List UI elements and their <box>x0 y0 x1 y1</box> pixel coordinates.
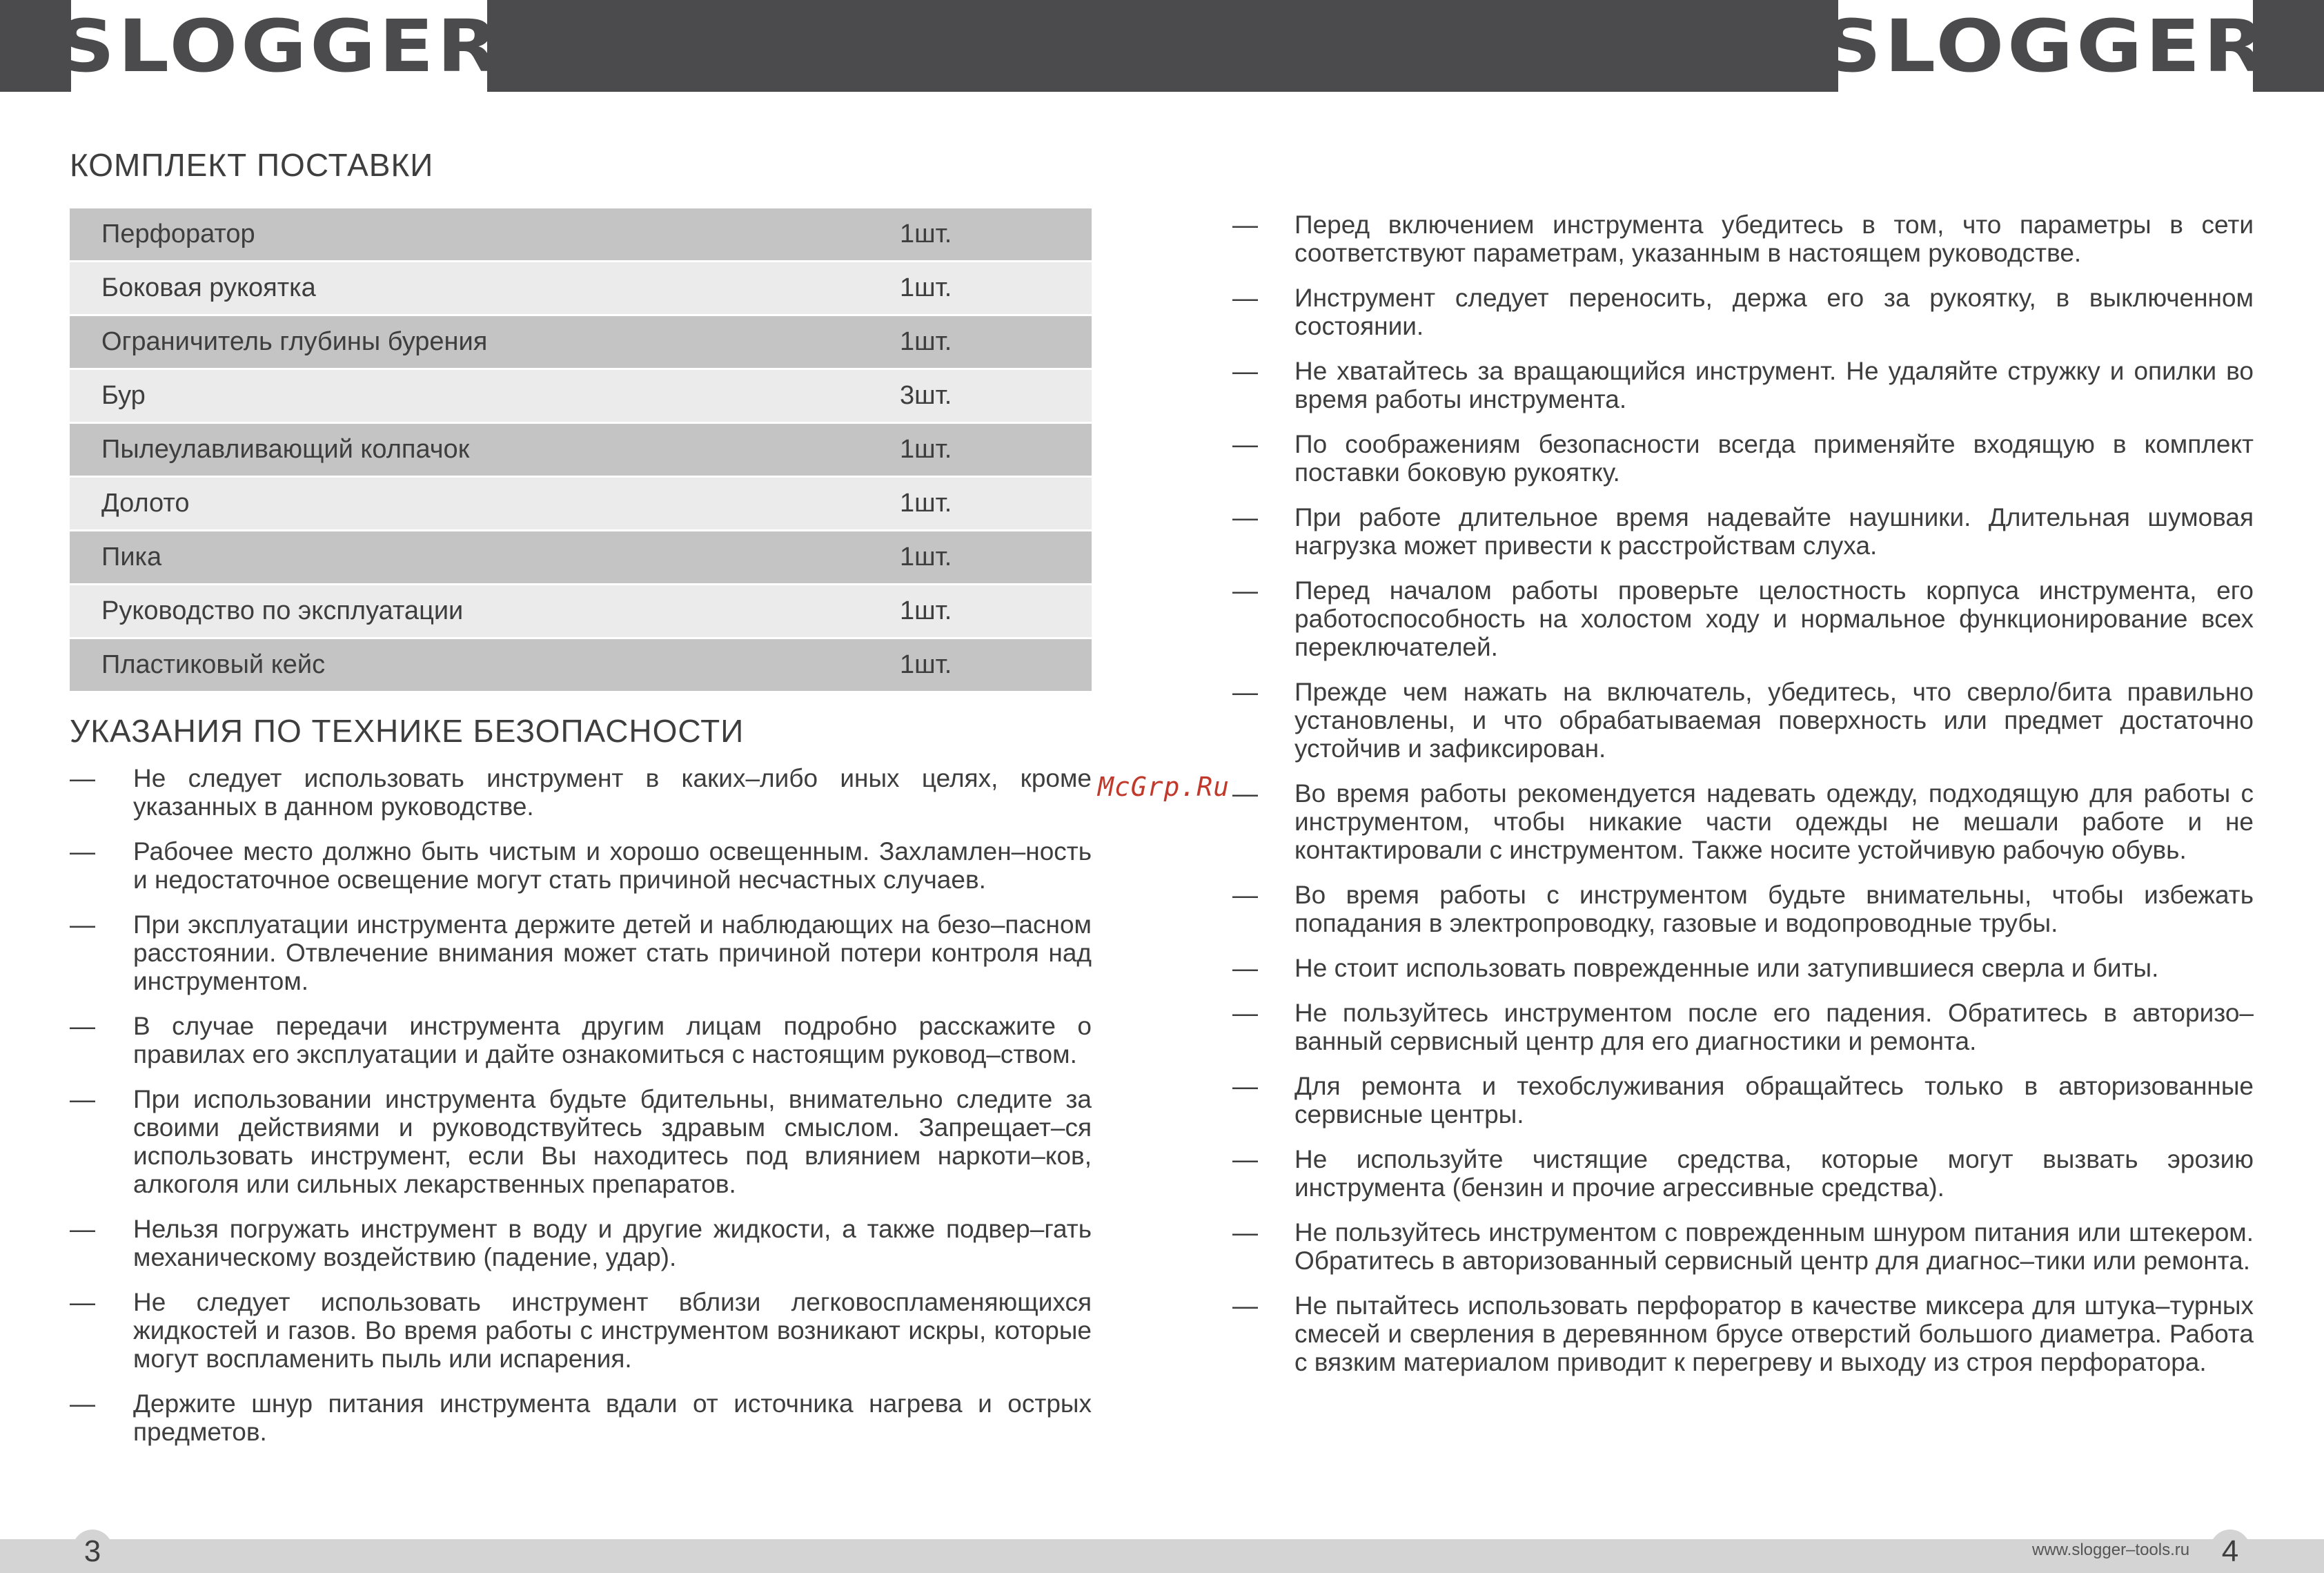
dash-bullet: — <box>1232 954 1258 982</box>
safety-item-text: Держите шнур питания инструмента вдали от источника нагрева и острых предметов. <box>133 1389 1092 1446</box>
safety-item-text: Не пользуйтесь инструментом после его падения. Обратитесь в авторизо–ванный сервисный центр для его диагностики и ремонта. <box>1294 999 2254 1055</box>
safety-item <box>70 1215 1092 1271</box>
safety-item-text: При использовании инструмента будьте бдительны, внимательно следите за своими действиями и руководствуйтесь здравым смыслом. Запрещает–ся использовать инструмент, если Вы находитесь под влиянием наркоти–ков, алкоголя или сильных лекарственных препаратов. <box>133 1085 1092 1198</box>
dash-bullet: — <box>70 1085 95 1113</box>
kit-item-name: Пика <box>101 543 162 571</box>
logo-text-left: SLOGGER <box>57 3 502 88</box>
safety-item <box>1232 1072 2254 1129</box>
kit-item-qty: 1шт. <box>900 327 952 356</box>
safety-item-text: В случае передачи инструмента другим лицам подробно расскажите о правилах его эксплуатации и дайте ознакомиться с настоящим руковод–ством. <box>133 1012 1092 1068</box>
safety-item-text: Инструмент следует переносить, держа его за рукоятку, в выключенном состоянии. <box>1294 284 2254 340</box>
safety-item-text: Не следует использовать инструмент в каких–либо иных целях, кроме указанных в данном руководстве. <box>133 764 1092 821</box>
safety-item-text: Нельзя погружать инструмент в воду и другие жидкости, а также подвер–гать механическому воздействию (падение, удар). <box>133 1215 1092 1271</box>
kit-item-name: Бур <box>101 381 146 410</box>
dash-bullet: — <box>1232 503 1258 531</box>
kit-row <box>70 208 1092 260</box>
safety-item-text: Не используйте чистящие средства, которые могут вызвать эрозию инструмента (бензин и прочие агрессивные средства). <box>1294 1145 2254 1202</box>
kit-item-name: Пластиковый кейс <box>101 650 326 679</box>
dash-bullet: — <box>1232 779 1258 808</box>
safety-item-text: Не стоит использовать поврежденные или затупившиеся сверла и биты. <box>1294 954 2159 982</box>
dash-bullet: — <box>1232 999 1258 1027</box>
kit-row <box>70 316 1092 368</box>
safety-item-text: Не пользуйтесь инструментом с поврежденным шнуром питания или штекером. Обратитесь в авторизованный сервисный центр для диагнос–тики или ремонта. <box>1294 1218 2254 1275</box>
kit-item-name: Ограничитель глубины бурения <box>101 327 488 356</box>
safety-item <box>1232 999 2254 1055</box>
safety-item <box>1232 954 2254 982</box>
watermark: McGrp.Ru <box>1098 772 1230 802</box>
safety-item-text: При работе длительное время надевайте наушники. Длительная шумовая нагрузка может привести к расстройствам слуха. <box>1294 503 2254 560</box>
dash-bullet: — <box>1232 430 1258 458</box>
dash-bullet: — <box>70 1389 95 1418</box>
dash-bullet: — <box>70 764 95 792</box>
safety-item-text: По соображениям безопасности всегда применяйте входящую в комплект поставки боковую рукоятку. <box>1294 430 2254 487</box>
dash-bullet: — <box>70 1012 95 1040</box>
safety-item <box>1232 576 2254 661</box>
dash-bullet: — <box>1232 881 1258 909</box>
footer-url: www.slogger–tools.ru <box>2032 1541 2190 1559</box>
dash-bullet: — <box>70 1215 95 1243</box>
kit-item-qty: 1шт. <box>900 650 952 679</box>
dash-bullet: — <box>70 910 95 939</box>
kit-row <box>70 370 1092 422</box>
kit-row <box>70 585 1092 637</box>
safety-item <box>1232 881 2254 937</box>
safety-item-text: Для ремонта и техобслуживания обращайтесь только в авторизованные сервисные центры. <box>1294 1072 2254 1129</box>
safety-item <box>1232 1291 2254 1376</box>
kit-row <box>70 478 1092 529</box>
kit-item-qty: 3шт. <box>900 381 952 410</box>
logo-left <box>57 0 502 92</box>
kit-item-name: Боковая рукоятка <box>101 273 316 302</box>
safety-item <box>70 1012 1092 1068</box>
dash-bullet: — <box>1232 357 1258 385</box>
footer-bar <box>0 1539 2324 1573</box>
kit-item-name: Руководство по эксплуатации <box>101 596 464 625</box>
safety-item-text: Перед началом работы проверьте целостность корпуса инструмента, его работоспособность на холостом ходу и нормальное функционирование всех переключателей. <box>1294 576 2254 661</box>
kit-row <box>70 262 1092 314</box>
safety-item-text: Во время работы рекомендуется надевать одежду, подходящую для работы с инструментом, чтобы никакие части одежды не мешали работе и не контактировали с инструментом. Также носите устойчивую рабочую обувь. <box>1294 779 2254 864</box>
kit-item-qty: 1шт. <box>900 435 952 464</box>
dash-bullet: — <box>1232 211 1258 239</box>
dash-bullet: — <box>1232 1145 1258 1173</box>
kit-item-name: Долото <box>101 489 190 518</box>
safety-item <box>70 910 1092 995</box>
safety-item <box>1232 284 2254 340</box>
safety-item <box>1232 503 2254 560</box>
page-header <box>0 0 2324 92</box>
kit-item-qty: 1шт. <box>900 596 952 625</box>
safety-item <box>1232 678 2254 763</box>
safety-item <box>1232 211 2254 267</box>
dash-bullet: — <box>1232 678 1258 706</box>
kit-item-qty: 1шт. <box>900 273 952 302</box>
safety-item <box>70 1288 1092 1373</box>
dash-bullet: — <box>1232 1218 1258 1247</box>
safety-item-text: Прежде чем нажать на включатель, убедитесь, что сверло/бита правильно установлены, и что обрабатываемая поверхность или предмет достаточно устойчив и зафиксирован. <box>1294 678 2254 763</box>
safety-item <box>70 1389 1092 1446</box>
safety-item <box>70 764 1092 821</box>
kit-item-qty: 1шт. <box>900 219 952 248</box>
safety-item <box>70 1085 1092 1198</box>
kit-row <box>70 531 1092 583</box>
safety-item-text: Не хватайтесь за вращающийся инструмент. Не удаляйте стружку и опилки во время работы инструмента. <box>1294 357 2254 413</box>
kit-item-name: Пылеулавливающий колпачок <box>101 435 470 464</box>
dash-bullet: — <box>70 1288 95 1316</box>
safety-item-text: Не пытайтесь использовать перфоратор в качестве миксера для штука–турных смесей и сверления в деревянном брусе отверстий большого диаметра. Работа с вязким материалом приводит к перегреву и выходу из строя перфоратора. <box>1294 1291 2254 1376</box>
safety-list-left <box>70 764 1092 1463</box>
safety-list-right <box>1232 211 2254 1393</box>
kit-item-name: Перфоратор <box>101 219 255 248</box>
safety-title: УКАЗАНИЯ ПО ТЕХНИКЕ БЕЗОПАСНОСТИ <box>70 713 745 749</box>
logo-right <box>1823 0 2268 92</box>
logo-text-right: SLOGGER <box>1823 3 2268 88</box>
kit-title: КОМПЛЕКТ ПОСТАВКИ <box>70 147 434 183</box>
safety-item-text: Рабочее место должно быть чистым и хорошо освещенным. Захламлен–ность и недостаточное освещение могут стать причиной несчастных случаев. <box>133 837 1092 894</box>
safety-item <box>1232 779 2254 864</box>
dash-bullet: — <box>1232 576 1258 605</box>
safety-item-text: Не следует использовать инструмент вблизи легковоспламеняющихся жидкостей и газов. Во время работы с инструментом возникают искры, которые могут воспламенить пыль или испарения. <box>133 1288 1092 1373</box>
dash-bullet: — <box>1232 1072 1258 1100</box>
kit-row <box>70 639 1092 691</box>
safety-item <box>1232 357 2254 413</box>
safety-item <box>1232 1145 2254 1202</box>
safety-item-text: Перед включением инструмента убедитесь в том, что параметры в сети соответствуют параметрам, указанным в настоящем руководстве. <box>1294 211 2254 267</box>
safety-item <box>70 837 1092 894</box>
kit-row <box>70 424 1092 476</box>
safety-item-text: При эксплуатации инструмента держите детей и наблюдающих на безо–пасном расстоянии. Отвлечение внимания может стать причиной потери контроля над инструментом. <box>133 910 1092 995</box>
kit-item-qty: 1шт. <box>900 543 952 571</box>
kit-table <box>70 208 1092 693</box>
kit-item-qty: 1шт. <box>900 489 952 518</box>
dash-bullet: — <box>1232 1291 1258 1320</box>
page-number-left: 3 <box>72 1530 113 1573</box>
dash-bullet: — <box>70 837 95 866</box>
safety-item <box>1232 1218 2254 1275</box>
safety-item <box>1232 430 2254 487</box>
safety-item-text: Во время работы с инструментом будьте внимательны, чтобы избежать попадания в электропроводку, газовые и водопроводные трубы. <box>1294 881 2254 937</box>
page-number-right: 4 <box>2209 1530 2251 1573</box>
dash-bullet: — <box>1232 284 1258 312</box>
